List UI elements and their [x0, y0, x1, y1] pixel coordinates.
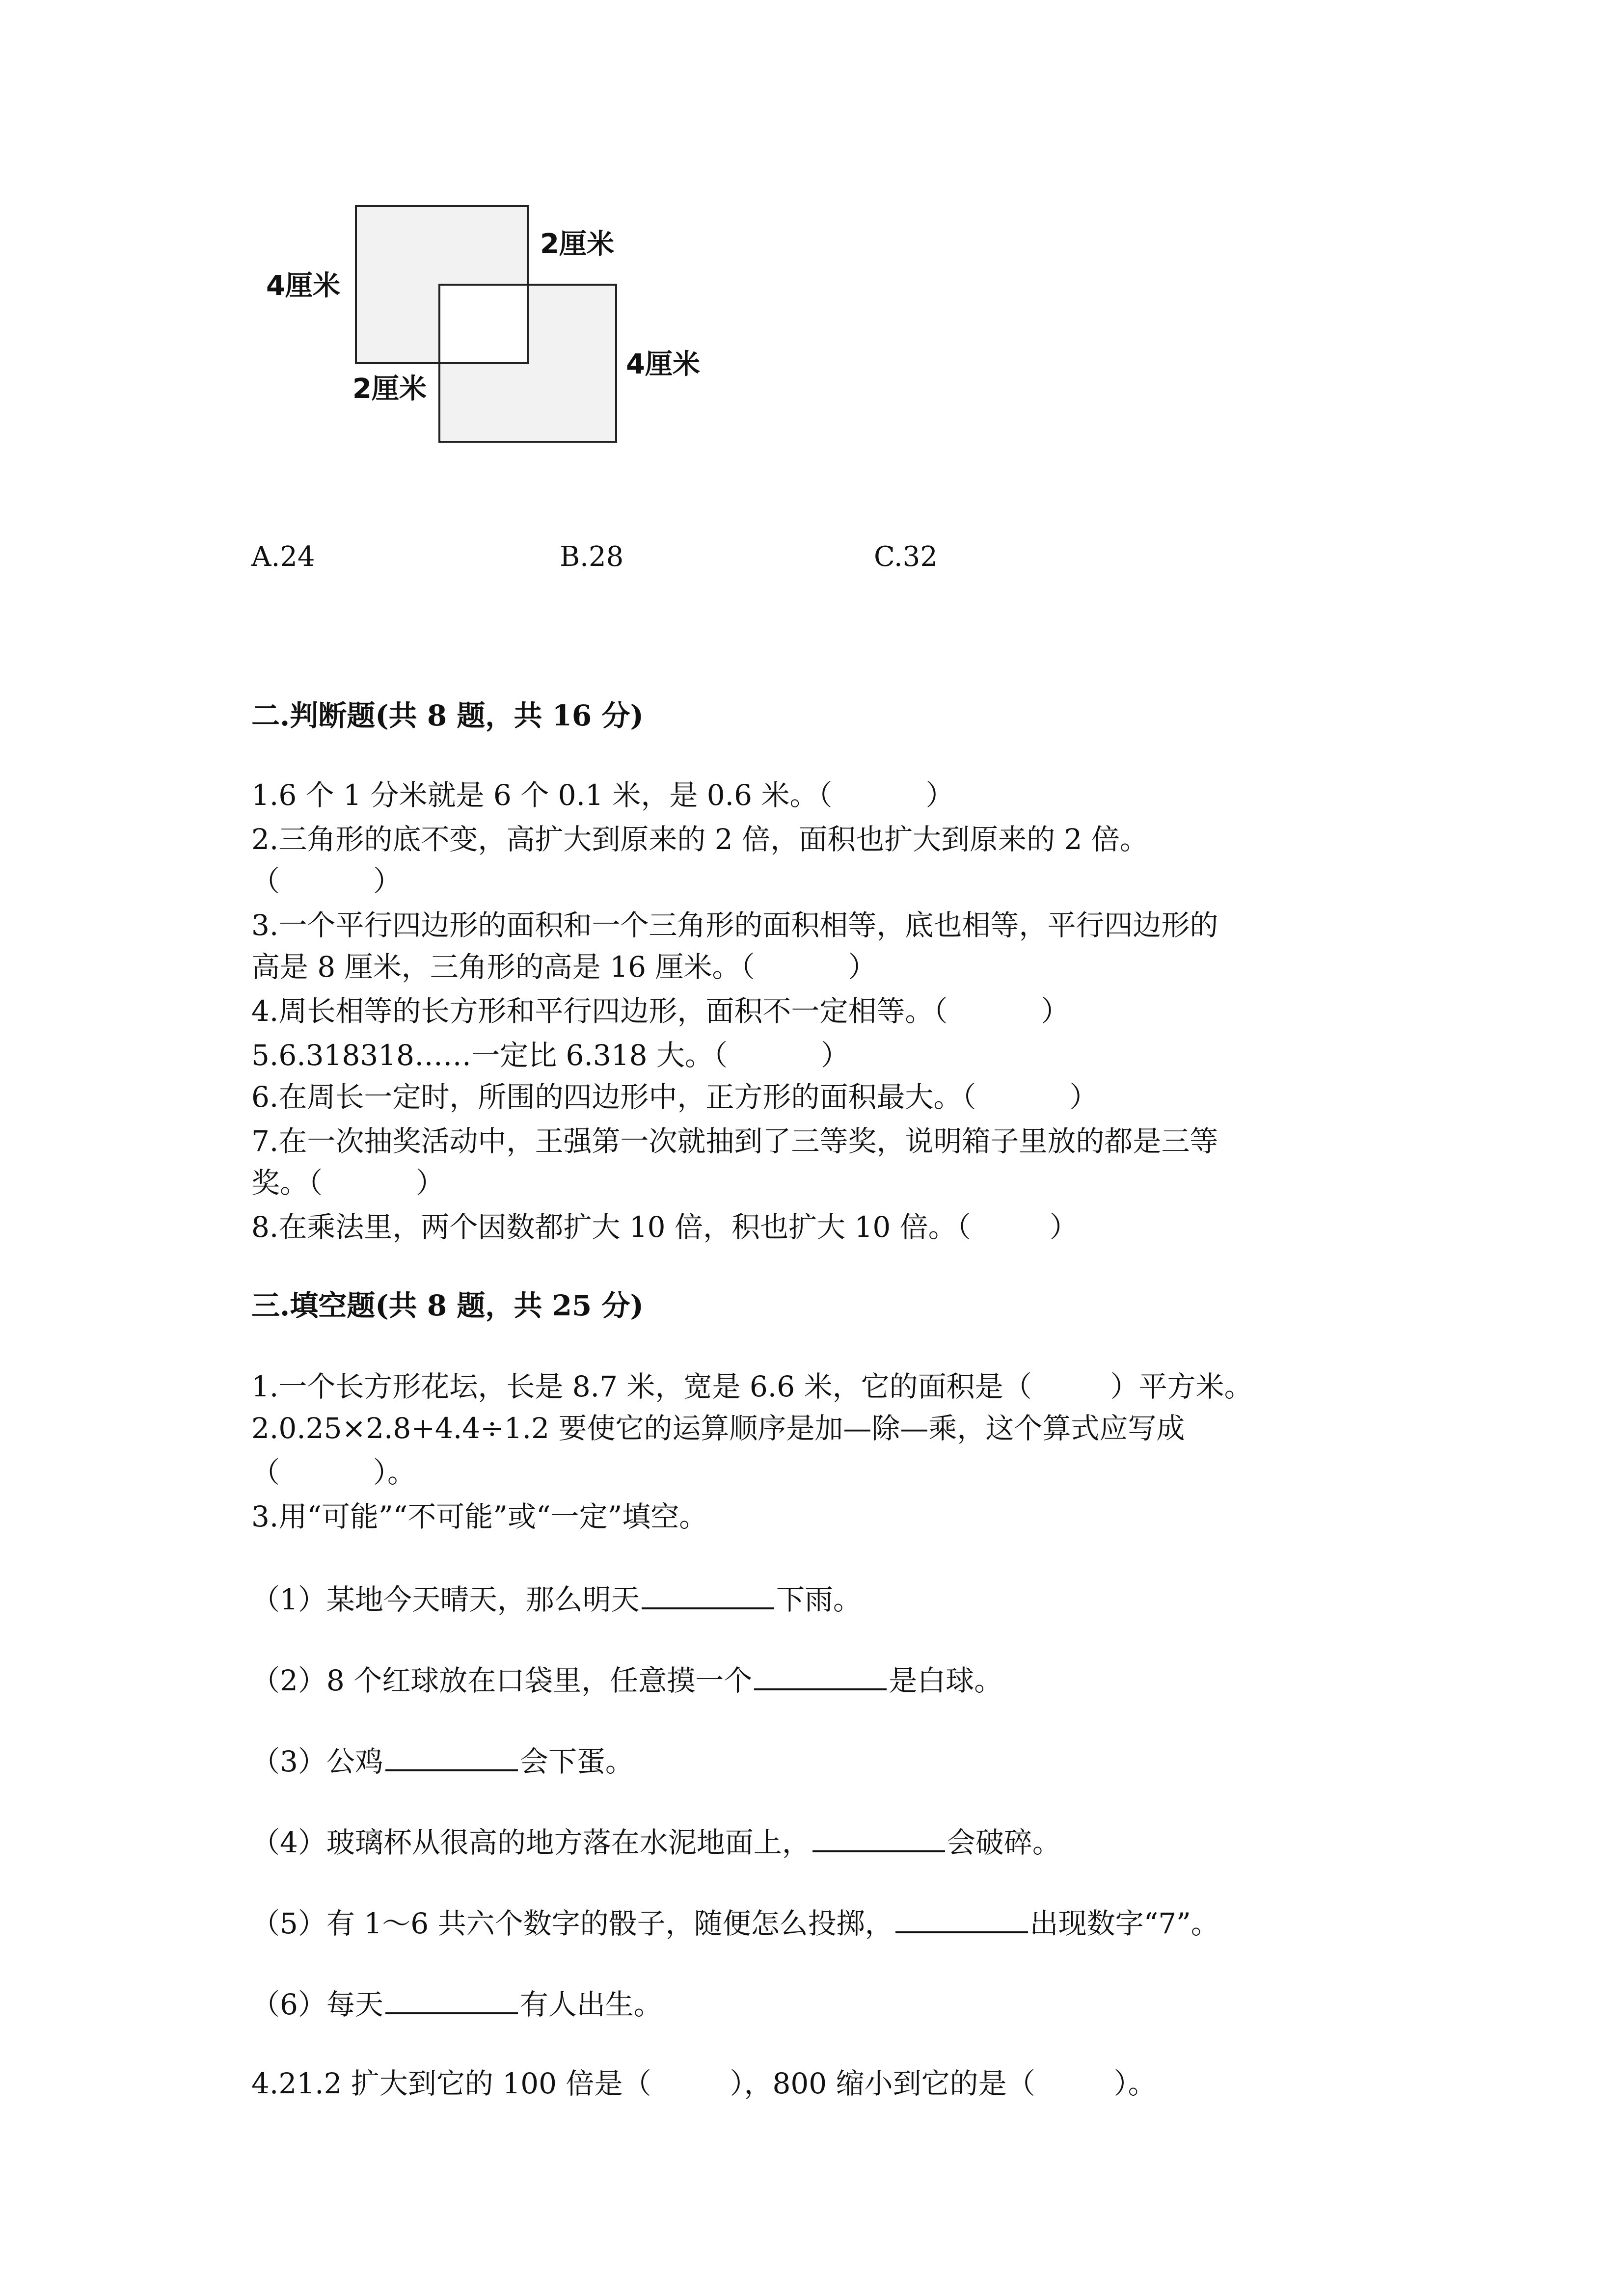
sub-6-end: 有人出生。 — [519, 1988, 662, 2021]
s3-q4-text-c: ）。 — [1113, 2067, 1157, 2100]
s3-q3-sub-5 — [251, 1902, 1219, 1943]
sub-4-text: （4）玻璃杯从很高的地方落在水泥地面上， — [251, 1826, 811, 1859]
fill-blank — [385, 1983, 518, 2014]
s2-question-7: 7.在一次抽奖活动中，王强第一次就抽到了三等奖，说明箱子里放的都是三等 — [251, 1124, 1218, 1158]
s2-q7-end: ） — [416, 1166, 445, 1200]
overlapping-squares-figure — [245, 187, 736, 461]
s3-q4-text-b: ），800 缩小到它的是（ — [730, 2067, 1035, 2100]
s3-question-3: 3.用“可能”“不可能”或“一定”填空。 — [251, 1500, 708, 1533]
sub-4-end: 会破碎。 — [947, 1826, 1061, 1859]
sub-2-end: 是白球。 — [889, 1664, 1003, 1697]
s2-q3-end: ） — [848, 950, 877, 984]
s2-question-1 — [251, 775, 954, 815]
fill-blank — [754, 1659, 887, 1690]
s2-q6-end: ） — [1069, 1080, 1098, 1114]
s2-question-3-cont — [251, 947, 876, 987]
s3-q2-cont: （ — [251, 1456, 280, 1489]
sub-3-end: 会下蛋。 — [519, 1745, 634, 1778]
s2-question-8 — [251, 1207, 1078, 1247]
s2-q3-cont: 高是 8 厘米，三角形的高是 16 厘米。（ — [251, 950, 755, 984]
s2-q7-cont: 奖。（ — [251, 1166, 323, 1200]
s2-question-2: 2.三角形的底不变，高扩大到原来的 2 倍，面积也扩大到原来的 2 倍。 — [251, 823, 1148, 856]
s2-q1-text: 1.6 个 1 分米就是 6 个 0.1 米，是 0.6 米。（ — [251, 778, 833, 812]
s2-question-5 — [251, 1036, 849, 1075]
s3-q1-end: ）平方米。 — [1110, 1370, 1253, 1403]
s3-q3-sub-6 — [251, 1983, 662, 2024]
s2-question-2-cont — [251, 861, 402, 901]
s3-q1-text: 1.一个长方形花坛，长是 8.7 米，宽是 6.6 米，它的面积是（ — [251, 1370, 1032, 1403]
fill-blank — [812, 1821, 945, 1852]
sub-6-text: （6）每天 — [251, 1988, 383, 2021]
label-bottom-left: 2厘米 — [352, 373, 427, 405]
option-c: C.32 — [874, 541, 938, 573]
s2-q4-text: 4.周长相等的长方形和平行四边形，面积不一定相等。（ — [251, 994, 948, 1028]
label-left: 4厘米 — [266, 270, 340, 302]
s2-q2-end: ） — [373, 864, 402, 898]
option-a: A.24 — [251, 541, 315, 573]
s3-question-1 — [251, 1367, 1253, 1406]
sub-2-text: （2）8 个红球放在口袋里，任意摸一个 — [251, 1664, 753, 1697]
sub-1-end: 下雨。 — [776, 1583, 862, 1616]
label-right: 4厘米 — [626, 348, 700, 380]
answer-options — [251, 540, 1233, 574]
s2-q1-end: ） — [925, 778, 954, 812]
s3-q3-sub-3 — [251, 1740, 634, 1781]
sub-1-text: （1）某地今天晴天，那么明天 — [251, 1583, 640, 1616]
overlap-region — [439, 285, 528, 363]
s3-q3-sub-2 — [251, 1659, 1002, 1700]
s2-q2-cont: （ — [251, 864, 280, 898]
s3-q2-end: ）。 — [373, 1456, 416, 1489]
s3-q3-sub-1 — [251, 1578, 862, 1619]
fill-blank — [385, 1740, 518, 1771]
squares-diagram — [245, 187, 736, 461]
s3-question-2-cont — [251, 1453, 416, 1492]
s3-question-4 — [251, 2064, 1157, 2103]
s2-question-7-cont — [251, 1163, 444, 1202]
s3-question-2: 2.0.25×2.8+4.4÷1.2 要使它的运算顺序是加—除—乘，这个算式应写成 — [251, 1412, 1185, 1445]
s3-q3-sub-4 — [251, 1821, 1061, 1862]
sub-3-text: （3）公鸡 — [251, 1745, 383, 1778]
sub-5-text: （5）有 1～6 共六个数字的骰子，随便怎么投掷， — [251, 1907, 893, 1940]
s2-q5-text: 5.6.318318……一定比 6.318 大。（ — [251, 1039, 728, 1072]
s2-q5-end: ） — [821, 1039, 850, 1072]
s2-q8-end: ） — [1049, 1210, 1078, 1244]
s2-question-6 — [251, 1077, 1098, 1117]
fill-blank — [642, 1578, 774, 1609]
label-top-right: 2厘米 — [540, 228, 614, 260]
s2-q6-text: 6.在周长一定时，所围的四边形中，正方形的面积最大。（ — [251, 1080, 976, 1114]
fill-blank — [895, 1902, 1028, 1933]
sub-5-end: 出现数字“7”。 — [1029, 1907, 1219, 1940]
s2-q4-end: ） — [1041, 994, 1070, 1028]
option-b: B.28 — [560, 541, 624, 573]
s3-q4-text-a: 4.21.2 扩大到它的 100 倍是（ — [251, 2067, 651, 2100]
section-3-title: 三.填空题(共 8 题，共 25 分) — [251, 1289, 644, 1322]
s2-question-3: 3.一个平行四边形的面积和一个三角形的面积相等，底也相等，平行四边形的 — [251, 908, 1218, 942]
s2-q8-text: 8.在乘法里，两个因数都扩大 10 倍，积也扩大 10 倍。（ — [251, 1210, 971, 1244]
section-2-title: 二.判断题(共 8 题，共 16 分) — [251, 699, 644, 732]
s2-question-4 — [251, 991, 1069, 1031]
